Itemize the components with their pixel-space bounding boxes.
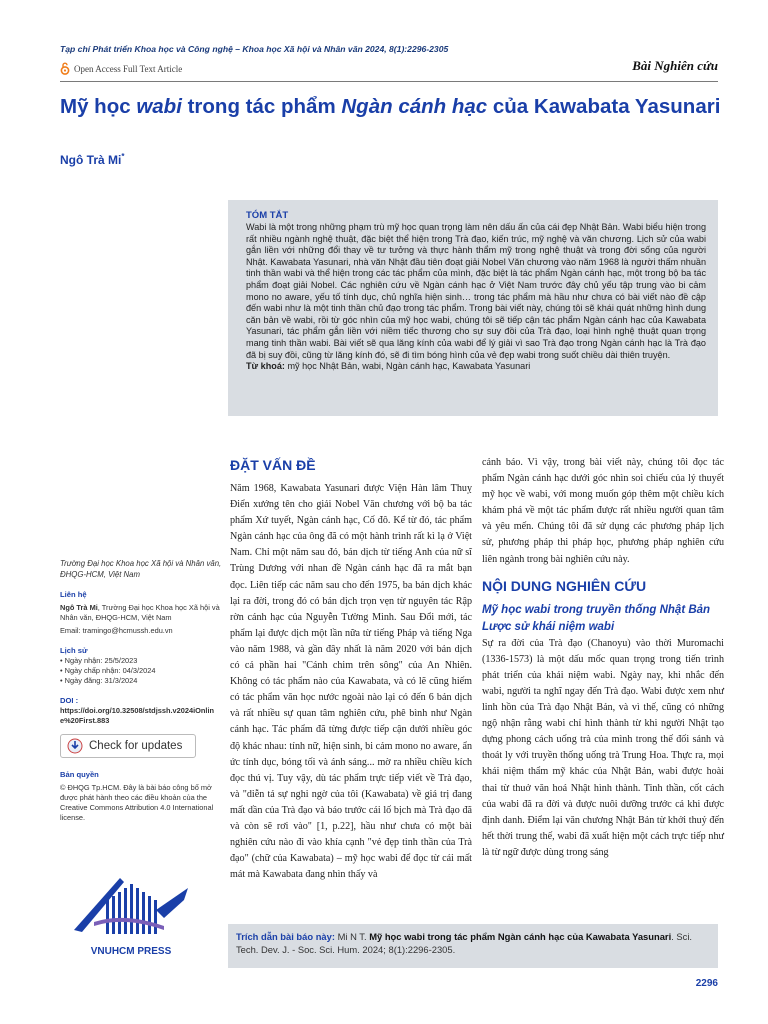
right-text-column: [482, 455, 724, 861]
article-type-label: Bài Nghiên cứu: [632, 58, 718, 73]
article-title: Mỹ học wabi trong tác phẩm Ngàn cánh hạc của Kawabata Yasunari: [60, 95, 721, 118]
vnuhcm-press-logo: [64, 870, 194, 942]
abstract-body: Wabi là một trong những phạm trù mỹ học quan trọng làm nên dấu ấn của cái đẹp Nhật Bản. Wabi biểu hiện trong rất nhiều ngành nghệ thuật, đặc biệt thể hiện trong Trà đạo, kiến trúc, mỹ nghệ và văn chương. Lịch sử của wabi gắn liền với những đổi thay về tư tưởng và thực hành thẩm mỹ trong nghệ thuật và trong đời sống của người Nhật. Kawabata Yasunari, nhà văn Nhật đầu tiên đoạt giải Nobel Văn chương vào năm 1968 là người thấm nhuần tinh thần wabi và thể hiện trong các tác phẩm của mình, đặc biệt là tác phẩm Ngàn cánh hạc, một trong bộ ba tác phẩm đoạt giải Nobel. Các nghiên cứu về Ngàn cánh hạc ở Việt Nam trước đây chủ yếu tập trung vào bi cảm mono no aware, yếu tố tính dục, chủ nghĩa hiện sinh… trong tác phẩm mà hầu như chưa có bài viết nào đề cập đến wabi như là một tinh thần chủ đạo trong tác phẩm. Trong bài viết này, chúng tôi sẽ khái quát những hình dung căn bản về wabi, rồi từ góc nhìn của mỹ học wabi, chúng tôi sẽ tiếp cận tác phẩm Ngàn cánh hạc của Kawabata Yasunari, tác phẩm gắn liền với niềm tiếc thương cho sự suy đồi của Trà đạo, loại hình nghệ thuật quan trọng mang tinh thần wabi. Bài viết sẽ qua lăng kính của wabi để lý giải vì sao Trà đạo trong Ngàn cánh hạc là Trà đạo đã bị suy đồi, cũng từ lăng kính đó, sẽ đi tìm bóng hình của vẻ đẹp wabi trong suốt chiều dài thiên truyện.: [246, 222, 706, 360]
subsubsection-heading: Lược sử khái niệm wabi: [482, 620, 615, 633]
vnuhcm-press-label: VNUHCM PRESS: [90, 946, 172, 957]
check-for-updates-label: Check for updates: [89, 740, 183, 752]
introduction-paragraph-continued: cảnh báo. Vì vậy, trong bài viết này, chúng tôi đọc tác phẩm Ngàn cánh hạc dưới góc nhìn soi chiếu của lý thuyết mỹ học về wabi, với mong muốn góp thêm một chiều kích khám phá về một tác phẩm được rất nhiều người quan tâm và yêu mến. Chúng tôi đã sử dụng các phương pháp lịch sử, phương pháp thi pháp học, phương pháp nghiên cứu liên ngành trong bài nghiên cứu này.: [482, 457, 724, 565]
article-info-sidebar: [60, 558, 222, 823]
research-paragraph: Sự ra đời của Trà đạo (Chanoyu) vào thời Muromachi (1336-1573) là một dấu mốc quan trọng trong tiến trình phát triển của khái niệm wabi. Ngày nay, khi nhắc đến wabi, người ta nghĩ ngay đến Trà đạo. Wabi được xem như linh hồn của Trà đạo Nhật Bản, và vì thế, cũng có những ngộ nhận rằng wabi chỉ hình thành từ khi người Nhật tạo dựng phong cách uống trà của mình trong thế đối sánh và thoát ly với truyền thống uống trà Trung Hoa. Thực ra, mọi khái niệm thẩm mỹ khác của Nhật Bản, wabi được hoài thai từ thuở văn hoá Nhật hình thành. Tinh thần, cốt cách của wabi đã ra đời và được nuôi dưỡng trước cả khi được định danh. Điểm lại văn chương Nhật Bản từ khởi thuỷ đến hết thời trung thế, wabi đã xuất hiện một cách trực tiếp như là từ ngữ được dùng trong sáng: [482, 637, 724, 858]
check-updates-icon: [67, 738, 83, 754]
check-for-updates-button[interactable]: [60, 734, 196, 758]
introduction-paragraph: Năm 1968, Kawabata Yasunari được Viện Hàn lâm Thuỵ Điển xướng tên cho giải Nobel Văn chương với bộ ba tác phẩm Xứ tuyết, Ngàn cánh hạc, Cố đô. Kể từ đó, tác phẩm Ngàn cánh hạc của ông đã có một hành trình rất kì lạ ở Việt Nam. Chỉ một năm sau đó, bản dịch từ tiếng Anh của nữ sĩ Trùng Dương với nhan đề Ngàn cánh hạc đã ra mắt bạn đọc. Liên tiếp các năm sau cho đến 1975, ba bản dịch khác lại ra đời, trong đó có bản dịch trọn vẹn từ nguyên tác Rập rờn cánh hạc của Nguyễn Tường Minh. Sau Đổi mới, tác phẩm lại được dịch một lần nữa từ tiếng Pháp và tiếng Nga vào năm 1988, và gần đây nhất là năm 2020 với bản dịch có cả phần hai "Cánh chim trên sông" của An Nhiên. Không có tác phẩm nào của Kawabata, và có lẽ cũng hiếm có tác phẩm văn học nước ngoài nào lại có đến 6 bản dịch và rất nhiều sự quan tâm nghiên cứu, phê bình như Ngàn cánh hạc. Tác phẩm đã từng được tiếp cận dưới nhiều góc độ khác nhau: tính nữ, hiện sinh, bi cảm mono no aware, ẩn ức tính dục, bóng tối và ánh sáng... mờ ra nhiều chiều kích đọc thú vị. Tuy vậy, dù tác phẩm trực tiếp viết về Trà đạo, và "diễn tả sự nghi ngờ của tôi (Kawabata) về giá trị đang mất dần của Trà đạo và báo trước cái lố bịch mà Trà đạo đã và còn sẽ rơi vào" [1, p.22], hầu như chưa có một bài nghiên cứu nào đi vào khía cạnh "vẻ đẹp tinh thần của Trà đạo" (chữ của Kawabata) – mỹ học wabi để đọc từ cái mất mát mà Kawabata đang nhìn thấy và: [230, 483, 472, 881]
citation-title: Mỹ học wabi trong tác phẩm Ngàn cánh hạc của Kawabata Yasunari: [369, 931, 672, 942]
author-name: Ngô Trà Mi*: [60, 152, 125, 167]
journal-citation-header: Tạp chí Phát triển Khoa học và Công nghệ – Khoa học Xã hội và Nhân văn 2024, 8(1):2296-2305: [60, 44, 449, 54]
section-heading-introduction: ĐẶT VẤN ĐỀ: [230, 457, 316, 473]
header-divider: [60, 81, 718, 82]
copyright-heading: Bản quyền: [60, 770, 99, 779]
affiliation: Trường Đại học Khoa học Xã hội và Nhân văn, ĐHQG-HCM, Việt Nam: [60, 559, 222, 579]
history-accepted: • Ngày chấp nhận: 04/3/2024: [60, 666, 222, 676]
author-marker: *: [121, 152, 125, 161]
contact-heading: Liên hệ: [60, 590, 87, 599]
history-received: • Ngày nhận: 25/5/2023: [60, 656, 222, 666]
subsection-heading: Mỹ học wabi trong truyền thống Nhật Bản: [482, 603, 711, 616]
page-number: 2296: [695, 978, 718, 989]
contact-info: Ngô Trà Mi, Trường Đại học Khoa học Xã hội và Nhân văn, ĐHQG-HCM, Việt Nam: [60, 603, 220, 622]
open-access-icon: [60, 62, 70, 75]
doi-link[interactable]: https://doi.org/10.32508/stdjssh.v2024iOnline%20First.883: [60, 706, 215, 725]
citation-authors: Mi N T.: [334, 931, 370, 942]
citation-source: . Sci. Tech. Dev. J. - Soc. Sci. Hum. 2024; 8(1):2296-2305.: [236, 931, 693, 955]
copyright-text: © ĐHQG Tp.HCM. Đây là bài báo công bố mở được phát hành theo các điều khoản của the Creative Commons Attribution 4.0 International license.: [60, 783, 214, 822]
history-heading: Lịch sử: [60, 646, 88, 655]
history-published: • Ngày đăng: 31/3/2024: [60, 676, 222, 686]
contact-email[interactable]: Email: tramingo@hcmussh.edu.vn: [60, 626, 173, 635]
left-text-column: [230, 455, 472, 883]
history-list: [60, 656, 222, 686]
doi-heading: DOI :: [60, 696, 79, 705]
section-heading-research: NỘI DUNG NGHIÊN CỨU: [482, 577, 647, 594]
abstract-keywords: Từ khoá: mỹ học Nhật Bản, wabi, Ngàn cánh hạc, Kawabata Yasunari: [246, 361, 531, 372]
citation-box: [228, 924, 718, 968]
abstract-box: [228, 200, 718, 416]
open-access-label: Open Access Full Text Article: [74, 63, 183, 74]
abstract-heading: TÓM TẮT: [246, 210, 289, 221]
citation-label: Trích dẫn bài báo này:: [236, 931, 335, 942]
open-access-line: [60, 62, 182, 75]
